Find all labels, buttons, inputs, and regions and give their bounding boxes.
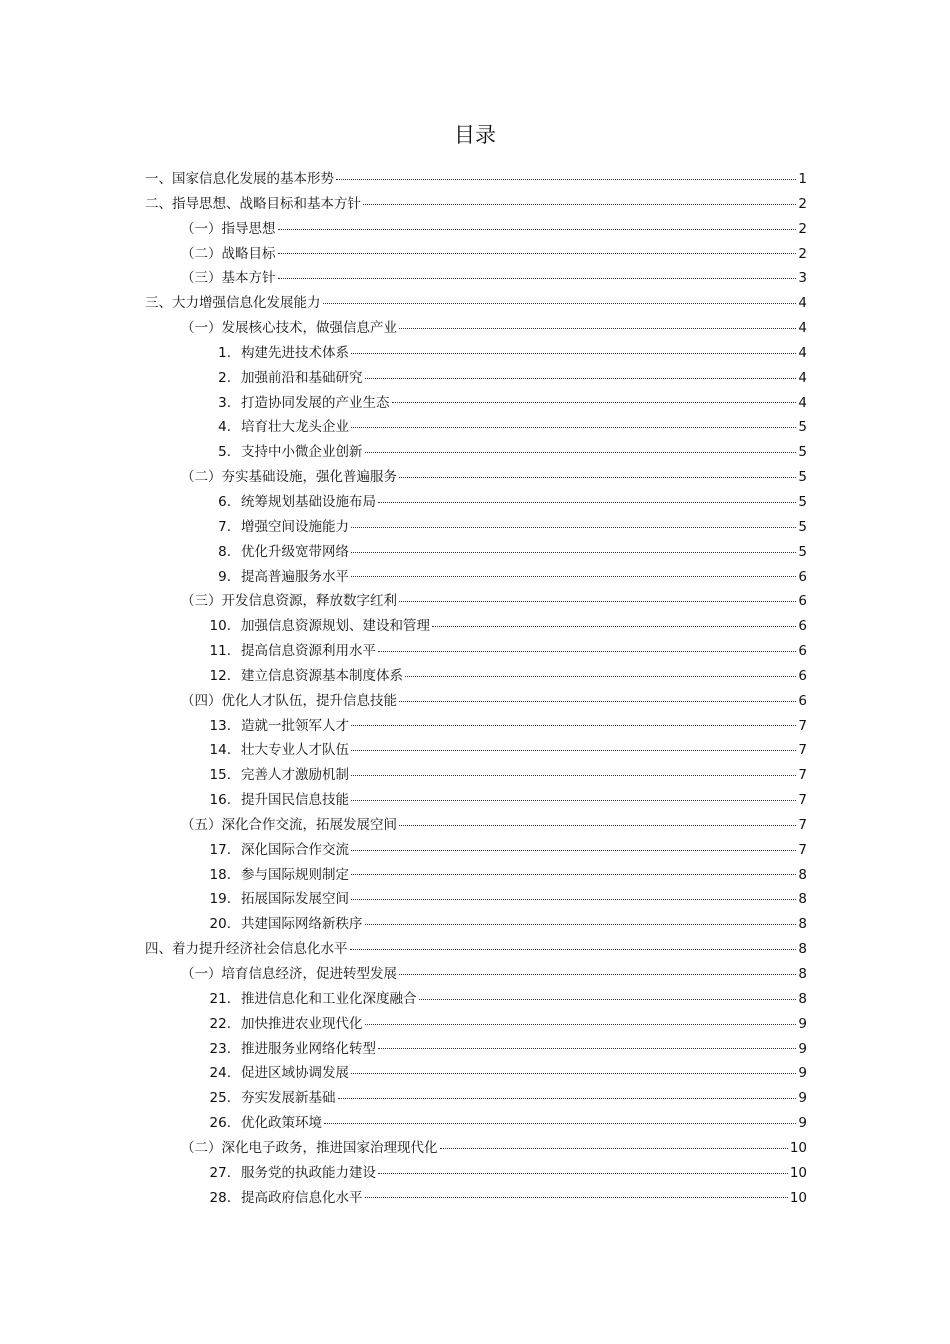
toc-entry[interactable] (145, 763, 807, 788)
toc-dot-leader (351, 551, 796, 553)
toc-entry-number: 2. (218, 369, 231, 386)
toc-dot-leader (351, 749, 796, 751)
toc-entry[interactable] (145, 192, 807, 217)
toc-entry-page: 10 (789, 1139, 807, 1156)
page-title: 目录 (454, 123, 496, 147)
toc-dot-leader (351, 774, 796, 776)
toc-dot-leader (351, 849, 796, 851)
toc-entry-page: 2 (798, 220, 807, 237)
toc-dot-leader (399, 700, 796, 702)
toc-entry-number: 18. (209, 866, 231, 883)
toc-entry-number: 20. (209, 916, 231, 933)
toc-entry-title: 完善人才激励机制 (241, 767, 349, 784)
toc-entry[interactable] (145, 639, 807, 664)
toc-entry-number: 26. (209, 1115, 231, 1132)
toc-entry-page: 10 (789, 1164, 807, 1181)
toc-entry-number: 22. (209, 1015, 231, 1032)
toc-dot-leader (392, 401, 797, 403)
toc-entry-page: 9 (798, 1065, 807, 1082)
toc-entry-page: 5 (798, 419, 807, 436)
toc-entry[interactable] (145, 167, 807, 192)
toc-entry-number: 11. (209, 643, 231, 660)
toc-entry-number: 16. (209, 792, 231, 809)
toc-dot-leader (324, 1122, 796, 1124)
toc-dot-leader (419, 998, 797, 1000)
toc-entry[interactable] (145, 689, 807, 714)
toc-entry-page: 7 (798, 742, 807, 759)
toc-entry-title: 夯实发展新基础 (241, 1090, 336, 1107)
toc-entry-number: 14. (209, 742, 231, 759)
toc-entry[interactable] (145, 589, 807, 614)
toc-dot-leader (351, 575, 796, 577)
toc-entry-title: 加强信息资源规划、建设和管理 (241, 618, 430, 635)
toc-dot-leader (351, 426, 796, 428)
toc-entry[interactable] (145, 490, 807, 515)
toc-dot-leader (399, 476, 796, 478)
toc-dot-leader (351, 799, 796, 801)
toc-dot-leader (399, 973, 796, 975)
toc-entry[interactable] (145, 1186, 807, 1211)
toc-entry-page: 8 (798, 866, 807, 883)
toc-entry-title: （二）夯实基础设施，强化普遍服务 (181, 469, 397, 486)
toc-dot-leader (351, 1072, 796, 1074)
toc-entry-page: 7 (798, 792, 807, 809)
toc-entry-number: 13. (209, 717, 231, 734)
toc-entry-number: 24. (209, 1065, 231, 1082)
toc-entry-number: 7. (218, 518, 231, 535)
toc-entry-number: 25. (209, 1090, 231, 1107)
toc-dot-leader (278, 252, 797, 254)
toc-entry-title: 参与国际规则制定 (241, 866, 349, 883)
toc-entry-page: 4 (798, 344, 807, 361)
toc-dot-leader (365, 451, 797, 453)
toc-entry[interactable] (145, 440, 807, 465)
toc-dot-leader (278, 277, 797, 279)
toc-dot-leader (365, 1023, 797, 1025)
toc-entry-page: 8 (798, 966, 807, 982)
toc-entry-number: 23. (209, 1040, 231, 1057)
toc-dot-leader (336, 178, 796, 180)
toc-dot-leader (378, 1172, 788, 1174)
toc-entry[interactable] (145, 614, 807, 639)
toc-entry-number: 5. (218, 444, 231, 461)
toc-entry[interactable] (145, 714, 807, 739)
toc-dot-leader (365, 377, 797, 379)
toc-dot-leader (351, 724, 796, 726)
toc-entry-page: 9 (798, 1015, 807, 1032)
toc-entry-page: 9 (798, 1040, 807, 1057)
toc-entry-page: 6 (798, 618, 807, 635)
toc-dot-leader (405, 675, 796, 677)
toc-entry[interactable] (145, 664, 807, 689)
toc-entry-page: 9 (798, 1115, 807, 1132)
toc-entry[interactable] (145, 565, 807, 590)
toc-entry-title: 提高普遍服务水平 (241, 568, 349, 585)
toc-entry[interactable] (145, 962, 807, 987)
toc-dot-leader (351, 873, 796, 875)
toc-entry-number: 17. (209, 841, 231, 858)
toc-entry-title: 四、着力提升经济社会信息化水平 (145, 941, 348, 958)
toc-entry-page: 8 (798, 891, 807, 908)
toc-entry[interactable] (145, 1037, 807, 1062)
toc-entry[interactable] (145, 912, 807, 937)
toc-entry-title: 统筹规划基础设施布局 (241, 493, 376, 510)
toc-entry-page: 2 (798, 195, 807, 212)
toc-entry-page: 4 (798, 369, 807, 386)
toc-entry-title: 优化政策环境 (241, 1115, 322, 1132)
toc-entry-title: （二）战略目标 (181, 245, 276, 262)
toc-entry-number: 9. (218, 568, 231, 585)
toc-entry-title: 支持中小微企业创新 (241, 444, 363, 461)
toc-entry-title: （三）基本方针 (181, 270, 276, 287)
toc-entry-title: （五）深化合作交流，拓展发展空间 (181, 816, 397, 833)
toc-dot-leader (365, 923, 797, 925)
toc-entry-number: 12. (209, 667, 231, 684)
toc-entry-title: 深化国际合作交流 (241, 841, 349, 858)
toc-entry-page: 5 (798, 469, 807, 486)
toc-entry-title: （四）优化人才队伍，提升信息技能 (181, 692, 397, 709)
toc-entry-number: 4. (218, 419, 231, 436)
toc-entry-title: 提高信息资源利用水平 (241, 643, 376, 660)
toc-entry-title: 二、指导思想、战略目标和基本方针 (145, 195, 361, 212)
toc-dot-leader (432, 625, 796, 627)
toc-entry-title: （一）发展核心技术，做强信息产业 (181, 320, 397, 337)
toc-entry[interactable] (145, 366, 807, 391)
toc-entry[interactable] (145, 738, 807, 763)
toc-entry-page: 8 (798, 916, 807, 933)
toc-entry-page: 8 (798, 990, 807, 1007)
toc-entry-page: 6 (798, 643, 807, 660)
toc-entry-title: 造就一批领军人才 (241, 717, 349, 734)
toc-entry[interactable] (145, 515, 807, 540)
toc-entry-title: 增强空间设施能力 (241, 518, 349, 535)
toc-entry-page: 7 (798, 717, 807, 734)
toc-entry-number: 19. (209, 891, 231, 908)
toc-entry[interactable] (145, 1161, 807, 1186)
toc-entry-title: 优化升级宽带网络 (241, 543, 349, 560)
toc-entry[interactable] (145, 813, 807, 838)
toc-entry-page: 7 (798, 767, 807, 784)
toc-entry[interactable] (145, 242, 807, 267)
toc-entry-page: 6 (798, 593, 807, 610)
toc-entry[interactable] (145, 266, 807, 291)
toc-entry-title: 建立信息资源基本制度体系 (241, 667, 403, 684)
toc-entry[interactable] (145, 465, 807, 490)
toc-entry-title: 壮大专业人才队伍 (241, 742, 349, 759)
toc-entry-title: （一）培育信息经济，促进转型发展 (181, 966, 397, 982)
toc-entry-title: （二）深化电子政务，推进国家治理现代化 (181, 1139, 438, 1156)
toc-entry[interactable] (145, 391, 807, 416)
toc-entry-number: 1. (218, 344, 231, 361)
toc-entry-number: 10. (209, 618, 231, 635)
toc-dot-leader (351, 526, 796, 528)
toc-entry-title: （一）指导思想 (181, 220, 276, 237)
toc-entry-page: 9 (798, 1090, 807, 1107)
toc-entry-number: 27. (209, 1164, 231, 1181)
toc-entry-title: 培育壮大龙头企业 (241, 419, 349, 436)
toc-dot-leader (278, 228, 797, 230)
toc-entry-title: 构建先进技术体系 (241, 344, 349, 361)
toc-entry-page: 6 (798, 568, 807, 585)
toc-entry[interactable] (145, 838, 807, 863)
toc-entry-number: 28. (209, 1189, 231, 1206)
toc-dot-leader (440, 1147, 788, 1149)
toc-entry[interactable] (145, 1111, 807, 1136)
toc-entry[interactable] (145, 217, 807, 242)
toc-entry-title: 三、大力增强信息化发展能力 (145, 295, 321, 312)
toc-entry[interactable] (145, 540, 807, 565)
toc-entry-number: 3. (218, 394, 231, 411)
toc-dot-leader (378, 1047, 796, 1049)
toc-dot-leader (351, 898, 796, 900)
toc-entry[interactable] (145, 1061, 807, 1086)
toc-entry[interactable] (145, 987, 807, 1012)
toc-dot-leader (378, 501, 796, 503)
toc-entry-page: 7 (798, 816, 807, 833)
toc-entry-title: 推进服务业网络化转型 (241, 1040, 376, 1057)
toc-entry-title: 促进区域协调发展 (241, 1065, 349, 1082)
toc-entry-page: 5 (798, 518, 807, 535)
toc-entry[interactable] (145, 937, 807, 962)
toc-entry[interactable] (145, 1086, 807, 1111)
toc-entry-page: 5 (798, 543, 807, 560)
toc-entry-page: 4 (798, 394, 807, 411)
toc-entry-title: （三）开发信息资源，释放数字红利 (181, 593, 397, 610)
toc-dot-leader (378, 650, 796, 652)
toc-entry-page: 5 (798, 493, 807, 510)
toc-dot-leader (350, 948, 797, 950)
toc-entry-number: 6. (218, 493, 231, 510)
toc-entry-title: 加快推进农业现代化 (241, 1015, 363, 1032)
toc-entry[interactable] (145, 291, 807, 316)
toc-entry-page: 3 (798, 270, 807, 287)
toc-entry-page: 10 (789, 1189, 807, 1206)
toc-entry-title: 一、国家信息化发展的基本形势 (145, 171, 334, 187)
toc-entry[interactable] (145, 863, 807, 888)
toc-dot-leader (399, 600, 796, 602)
toc-entry-number: 8. (218, 543, 231, 560)
toc-entry-page: 1 (798, 171, 807, 187)
toc-entry-number: 15. (209, 767, 231, 784)
toc-dot-leader (351, 352, 796, 354)
toc-entry-title: 服务党的执政能力建设 (241, 1164, 376, 1181)
toc-entry-page: 6 (798, 692, 807, 709)
toc-entry[interactable] (145, 788, 807, 813)
toc-dot-leader (338, 1097, 797, 1099)
toc-entry-title: 提高政府信息化水平 (241, 1189, 363, 1206)
toc-dot-leader (365, 1196, 788, 1198)
toc-entry-page: 4 (798, 295, 807, 312)
table-of-contents (145, 167, 807, 1210)
toc-entry[interactable] (145, 316, 807, 341)
toc-entry-page: 5 (798, 444, 807, 461)
toc-entry[interactable] (145, 341, 807, 366)
toc-entry-page: 4 (798, 320, 807, 337)
toc-dot-leader (323, 302, 797, 304)
toc-entry-title: 共建国际网络新秩序 (241, 916, 363, 933)
toc-entry-title: 拓展国际发展空间 (241, 891, 349, 908)
toc-entry-title: 提升国民信息技能 (241, 792, 349, 809)
toc-entry[interactable] (145, 415, 807, 440)
toc-entry[interactable] (145, 1012, 807, 1037)
toc-entry-number: 21. (209, 990, 231, 1007)
toc-dot-leader (363, 203, 796, 205)
toc-entry-title: 加强前沿和基础研究 (241, 369, 363, 386)
toc-dot-leader (399, 327, 796, 329)
toc-entry-page: 8 (798, 941, 807, 958)
toc-entry[interactable] (145, 1136, 807, 1161)
toc-dot-leader (399, 824, 796, 826)
toc-entry-title: 打造协同发展的产业生态 (241, 394, 390, 411)
toc-entry-page: 7 (798, 841, 807, 858)
toc-entry[interactable] (145, 887, 807, 912)
toc-entry-page: 2 (798, 245, 807, 262)
toc-entry-page: 6 (798, 667, 807, 684)
toc-entry-title: 推进信息化和工业化深度融合 (241, 990, 417, 1007)
